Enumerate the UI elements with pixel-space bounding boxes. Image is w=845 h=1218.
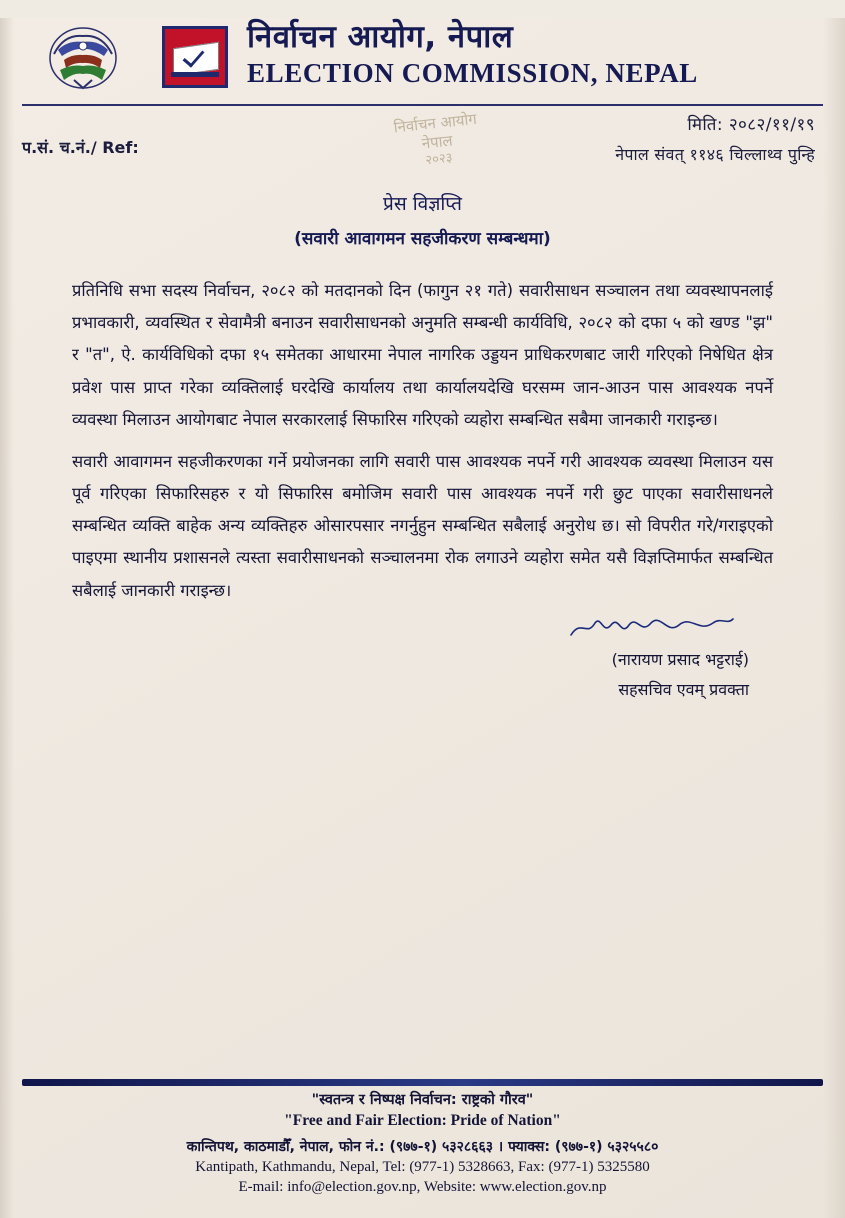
reference-date-row (22, 112, 823, 168)
date-bs: मिति: २०८२/११/१९ (687, 115, 815, 135)
signature-block (0, 615, 749, 700)
signatory-name: (नारायण प्रसाद भट्टराई) (611, 649, 749, 669)
date-block (615, 112, 815, 165)
signatory-designation: सहसचिव एवम् प्रवक्ता (618, 679, 749, 699)
document-body (72, 275, 773, 607)
watermark-line-1: निर्वाचन आयोग (392, 109, 478, 137)
body-paragraph: प्रतिनिधि सभा सदस्य निर्वाचन, २०८२ को मतदानको दिन (फागुन २१ गते) सवारीसाधन सञ्चालन तथा व्यवस्थापनलाई प्रभावकारी, व्यवस्थित र सेवामैत्री बनाउन सवारीसाधनको अनुमति सम्बन्धी कार्यविधि, २०८२ को दफा ५ को खण्ड "झ" र "त", ऐ. कार्यविधिको दफा १५ समेतका आधारमा नेपाल नागरिक उड्डयन प्राधिकरणबाट जारी गरिएको निषेधित क्षेत्र प्रवेश पास प्राप्त गरेका व्यक्तिलाई घरदेखि कार्यालय तथा कार्यालयदेखि घरसम्म जान-आउन पास आवश्यक नपर्ने व्यवस्था मिलाउन आयोगबाट नेपाल सरकारलाई सिफारिस गरिएको व्यहोरा सम्बन्धित सबैमा जानकारी गराइन्छ। (72, 281, 773, 429)
page-title: प्रेस विज्ञप्ति (383, 193, 462, 215)
reference-label: प.सं. च.नं./ Ref: (22, 138, 139, 157)
nepal-national-emblem-icon (44, 24, 122, 96)
ballot-box-icon (162, 26, 228, 88)
footer-address-english: Kantipath, Kathmandu, Nepal, Tel: (977-1) 5328663, Fax: (977-1) 5325580 (195, 1159, 650, 1175)
footer-address-nepali: कान्तिपथ, काठमाडौँ, नेपाल, फोन नं.: (९७७-१) ५३२८६६३ । फ्याक्स: (९७७-१) ५३२५५८० (186, 1139, 659, 1155)
footer-divider (22, 1079, 823, 1086)
footer-motto-nepali: "स्वतन्त्र र निष्पक्ष निर्वाचन: राष्ट्रको गौरव" (311, 1092, 534, 1108)
letterhead-footer (0, 1089, 845, 1196)
document-page (0, 18, 845, 1218)
body-paragraph: सवारी आवागमन सहजीकरणका गर्ने प्रयोजनका लागि सवारी पास आवश्यक नपर्ने गरी आवश्यक व्यवस्था मिलाउन यस पूर्व गरिएका सिफारिसहरु र यो सिफारिस बमोजिम सवारी पास आवश्यक नपर्ने गरी छुट पाएका सवारीसाधनले सम्बन्धित व्यक्ति बाहेक अन्य व्यक्तिहरु ओसारपसार नगर्नुहुन सम्बन्धित सबैलाई अनुरोध छ। सो विपरीत गरे/गराइएको पाइएमा स्थानीय प्रशासनले त्यस्ता सवारीसाधनको सञ्चालनमा रोक लगाउने व्यहोरा समेत यसै विज्ञप्तिमार्फत सम्बन्धित सबैलाई जानकारी गराइन्छ। (72, 451, 773, 600)
footer-contact-line: E-mail: info@election.gov.np, Website: www.election.gov.np (238, 1179, 607, 1195)
letterhead-header (22, 18, 823, 106)
org-name-nepali: निर्वाचन आयोग, नेपाल (247, 19, 514, 55)
watermark-line-2: नेपाल (420, 131, 454, 153)
footer-motto-english: "Free and Fair Election: Pride of Nation" (284, 1112, 561, 1129)
page-subtitle: (सवारी आवागमन सहजीकरण सम्बन्धमा) (294, 229, 551, 249)
handwritten-signature-icon (567, 615, 737, 641)
watermark-line-3: २०२३ (424, 150, 454, 168)
date-ns: नेपाल संवत् ११४६ चिल्लाथ्व पुन्हि (615, 145, 815, 164)
org-name-english: ELECTION COMMISSION, NEPAL (247, 57, 698, 88)
letterhead-titles (247, 20, 807, 89)
